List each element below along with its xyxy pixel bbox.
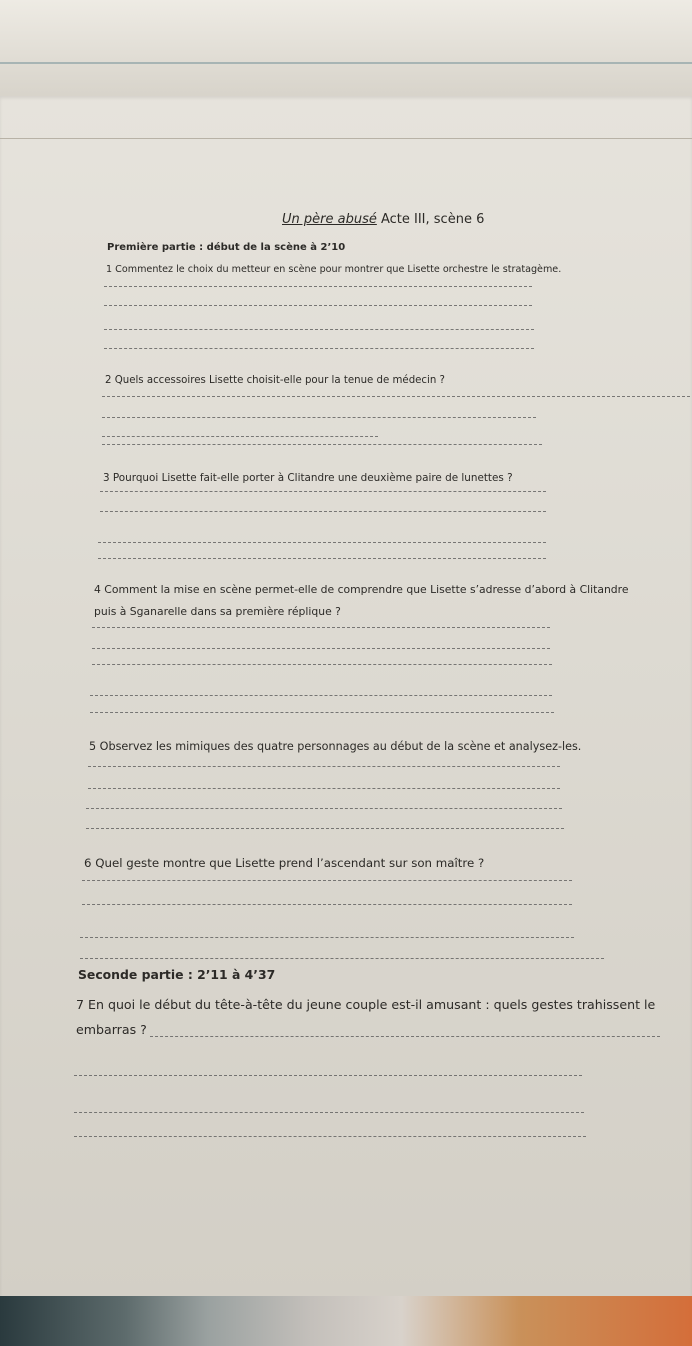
- question-7-line-2: embarras ?: [76, 1022, 147, 1037]
- background-line: [0, 62, 692, 64]
- question-4-line-2: puis à Sganarelle dans sa première réplique ?: [94, 605, 341, 618]
- answer-line: [80, 958, 604, 959]
- answer-line: [92, 627, 550, 628]
- answer-line: [86, 828, 564, 829]
- question-7-line-1: 7 En quoi le début du tête-à-tête du jeune couple est-il amusant : quels gestes trahissent le: [76, 997, 656, 1012]
- question-3: 3 Pourquoi Lisette fait-elle porter à Clitandre une deuxième paire de lunettes ?: [103, 472, 513, 484]
- page-edge: [0, 138, 692, 139]
- answer-line: [82, 904, 572, 905]
- answer-line: [98, 558, 546, 559]
- answer-line: [98, 542, 546, 543]
- act-scene: Acte III, scène 6: [376, 212, 485, 227]
- worksheet-page: [0, 96, 692, 1301]
- part-two-heading: Seconde partie : 2’11 à 4’37: [78, 967, 276, 982]
- question-5: 5 Observez les mimiques des quatre personnages au début de la scène et analysez-les.: [89, 740, 582, 753]
- question-6: 6 Quel geste montre que Lisette prend l’ascendant sur son maître ?: [84, 856, 485, 870]
- answer-line: [88, 788, 560, 789]
- answer-line: [74, 1112, 584, 1113]
- answer-line: [104, 329, 534, 330]
- answer-line: [90, 712, 554, 713]
- answer-line: [150, 1036, 660, 1037]
- question-2: 2 Quels accessoires Lisette choisit-elle pour la tenue de médecin ?: [105, 375, 445, 386]
- part-one-heading: Première partie : début de la scène à 2’10: [107, 242, 346, 253]
- question-4-line-1: 4 Comment la mise en scène permet-elle de comprendre que Lisette s’adresse d’abord à Clitandre: [94, 583, 629, 596]
- answer-line: [104, 348, 534, 349]
- question-1: 1 Commentez le choix du metteur en scène pour montrer que Lisette orchestre le stratagème.: [106, 264, 562, 275]
- answer-line: [104, 305, 532, 306]
- answer-line: [88, 766, 560, 767]
- play-title: Un père abusé: [282, 212, 377, 227]
- answer-line: [102, 436, 378, 437]
- answer-line: [102, 396, 690, 397]
- background-bottom: [0, 1296, 692, 1346]
- answer-line: [104, 286, 532, 287]
- answer-line: [102, 444, 542, 445]
- answer-line: [74, 1075, 582, 1076]
- answer-line: [92, 648, 550, 649]
- answer-line: [90, 695, 552, 696]
- answer-line: [92, 664, 552, 665]
- page-title: [282, 212, 484, 227]
- answer-line: [100, 511, 546, 512]
- answer-line: [100, 491, 546, 492]
- answer-line: [86, 808, 562, 809]
- answer-line: [80, 937, 574, 938]
- answer-line: [102, 417, 536, 418]
- answer-line: [74, 1136, 586, 1137]
- answer-line: [82, 880, 572, 881]
